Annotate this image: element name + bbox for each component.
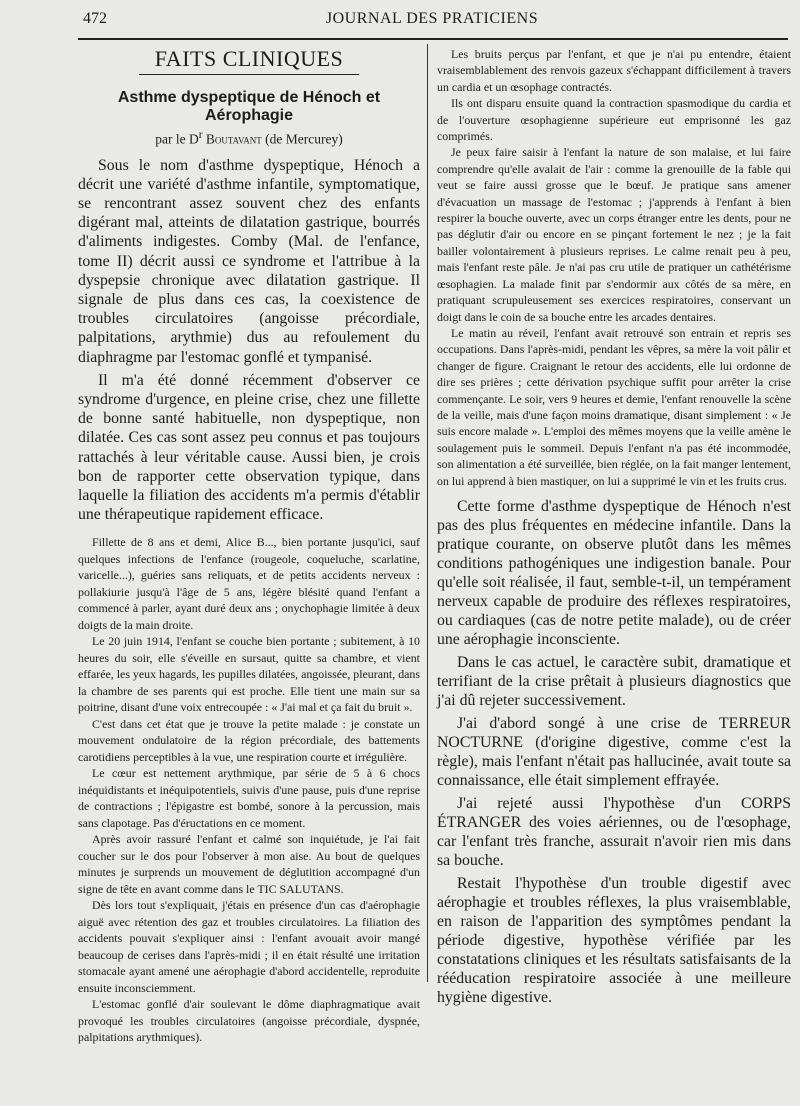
intro-paragraph: Sous le nom d'asthme dyspeptique, Hénoch a décrit une variété d'asthme infantile, symptomatique, se rencontrant assez souvent chez des enfants digérant mal, atteints de dilatation gastrique, bourrés d'aliments indigestes. Comby (Mal. de l'enfance, tome II) décrit aussi ce syndrome et l'attribue à la dyspepsie chronique avec dilatation gastrique. Il signale de plus dans ces cas, la coexistence de troubles circulatoires (angoisse précordiale, palpitations, arythmie) dus au refoulement du diaphragme par l'estomac gonflé et tympanisé. <box>78 156 420 366</box>
page-number: 472 <box>83 10 107 27</box>
observation-paragraph: Le matin au réveil, l'enfant avait retrouvé son entrain et repris ses occupations. Dans l'après-midi, pendant les vêpres, sa mère la voit pâlir et changer de figure. Craignant le retour des accidents, elle lui ordonne de dire ses prières ; cette dérivation psychique suffit pour arrêter la crise commençante. Le soir, vers 9 heures et demie, l'enfant renouvelle la scène de la veille, mais d'une façon moins dramatique, disant simplement : « Je suis encore malade ». L'emploi des mêmes moyens que la veille amène le soulagement puis le sommeil. Depuis l'enfant n'a pas été incommodée, son alimentation a été surveillée, bien réglée, on la fait manger lentement, on lui apprend à bien mastiquer, on lui a supprimé le vin et les fruits crus. <box>437 325 791 488</box>
section-rule <box>139 74 359 75</box>
right-column <box>437 46 791 1007</box>
observation-text <box>78 534 420 1046</box>
discussion-paragraph: Dans le cas actuel, le caractère subit, dramatique et terrifiant de la crise prêtait à plusieurs diagnostics que j'ai dû rejeter successivement. <box>437 653 791 709</box>
discussion-paragraph: Cette forme d'asthme dyspeptique de Hénoch n'est pas des plus fréquentes en médecine infantile. Dans la pratique courante, on observe plutôt dans les mêmes conditions pathogéniques une indigestion banale. Pour qu'elle soit réalisée, il faut, semble-t-il, un tempérament nerveux capable de produire des réflexes respiratoires, ou cardiaques (cas de notre petite malade), ou de créer une aérophagie inconsciente. <box>437 497 791 648</box>
section-heading: FAITS CLINIQUES <box>154 46 344 71</box>
journal-title: JOURNAL DES PRATICIENS <box>325 10 539 27</box>
running-header <box>76 8 788 34</box>
observation-paragraph: Le cœur est nettement arythmique, par série de 5 à 6 chocs inéquidistants et inéquipotentiels, suivis d'une pause, puis d'une reprise de contractions ; l'épigastre est bombé, sonore à la percussion, mais sans clapotage. Pas d'éructations en ce moment. <box>78 766 420 830</box>
discussion-paragraph: J'ai rejeté aussi l'hypothèse d'un CORPS ÉTRANGER des voies aériennes, ou de l'œsophage, car l'enfant très franche, assurait n'avoir rien mis dans sa bouche. <box>437 794 791 869</box>
article-title: Asthme dyspeptique de Hénoch et Aérophagie <box>117 89 381 124</box>
discussion-paragraph: J'ai d'abord songé à une crise de TERREUR NOCTURNE (d'origine digestive, comme c'est la règle), mais l'enfant n'était pas hallucinée, avait toute sa connaissance, elle était simplement effrayée. <box>437 714 791 789</box>
intro-paragraph: Il m'a été donné récemment d'observer ce syndrome d'urgence, en pleine crise, chez une fillette de bonne santé habituelle, non dyspeptique, non dilatée. Ces cas sont assez peu connus et pas toujours rattachés à leur véritable cause. Aussi bien, je crois bon de rapporter cette observation typique, dans laquelle la filiation des accidents m'a permis d'établir une thérapeutique rapidement efficace. <box>78 371 420 524</box>
byline-author: Boutavant <box>205 131 262 147</box>
discussion-paragraph: Restait l'hypothèse d'un trouble digestif avec aérophagie et troubles réflexes, la plus vraisemblable, en raison de l'apparition des symptômes pendant la période digestive, hypothèse vérifiée par les constatations cliniques et les résultats satisfaisants de la rééducation respiratoire associée à une meilleure hygiène digestive. <box>437 874 791 1006</box>
observation-paragraph: L'estomac gonflé d'air soulevant le dôme diaphragmatique avait provoqué les troubles circulatoires (angoisse précordiale, dyspnée, palpitations arythmiques). <box>78 997 420 1045</box>
discussion-text <box>437 497 791 1007</box>
observation-paragraph: Fillette de 8 ans et demi, Alice B..., bien portante jusqu'ici, sauf quelques infections de l'enfance (rougeole, coqueluche, scarlatine, varicelle...), guéries sans reliquats, et de petits accidents nerveux : pollakiurie jusqu'à l'âge de 5 ans, légère blésité quand l'enfant a commencé à parler, ayant duré deux ans ; onychophagie limitée à deux doigts de la main droite. <box>78 535 420 632</box>
article-byline <box>78 129 420 148</box>
observation-paragraph: C'est dans cet état que je trouve la petite malade : je constate un mouvement ondulatoire de la région précordiale, des battements carotidiens perceptibles à la vue, une respiration courte et irrégulière. <box>78 716 420 764</box>
observation-paragraph: Les bruits perçus par l'enfant, et que je n'ai pu entendre, étaient vraisemblablement des renvois gazeux s'échappant difficilement à travers un cardia et un œsophage contractés. <box>437 47 791 94</box>
left-column <box>78 46 420 1046</box>
observation-paragraph: Dès lors tout s'expliquait, j'étais en présence d'un cas d'aérophagie aiguë avec rétention des gaz et troubles circulatoires. La filiation des accidents pouvait s'expliquer ainsi : l'enfant avouait avoir mangé beaucoup de cerises dans l'après-midi ; il en était résulté une irritation stomacale ayant amené une aérophagie d'abord accidentelle, reproduite ensuite inconsciemment. <box>78 898 420 995</box>
observation-paragraph: Le 20 juin 1914, l'enfant se couche bien portante ; subitement, à 10 heures du soir, elle s'éveille en sursaut, quitte sa chambre, et vient effarée, les yeux hagards, les pupilles dilatées, angoissée, pleurant, dans la chambre de ses parents qui est proche. Elle tient une main sur sa poitrine, disant d'une voix entrecoupée : « J'ai mal et ça fait du bruit ». <box>78 634 420 715</box>
column-divider <box>427 44 428 982</box>
observation-paragraph: Ils ont disparu ensuite quand la contraction spasmodique du cardia et de l'ouverture œsophagienne supérieure eut emprisonné les gaz comprimés. <box>437 96 791 144</box>
intro-text <box>78 156 420 525</box>
observation-paragraph: Après avoir rassuré l'enfant et calmé son inquiétude, je l'ai fait coucher sur le dos pour l'observer à mon aise. Au bout de quelques minutes je surprends un mouvement de déglutition accompagné d'un signe de tête en avant comme dans le TIC SALUTANS. <box>78 832 420 896</box>
observation-paragraph: Je peux faire saisir à l'enfant la nature de son malaise, et lui faire comprendre qu'elle avalait de l'air : comme la grenouille de la fable qui veut se faire aussi grosse que le bœuf. Je pratique sans amener d'évacuation un massage de l'estomac ; j'apprends à l'enfant à bien respirer la bouche ouverte, avec un corps étranger entre les dents, pour ne pas déglutir d'air ou encore en se pinçant fortement le nez ; je la fait bailler volontairement à plusieurs reprises. Le calme renait peu à peu, mais l'enfant reste pâle. Je n'ai pas cru utile de pratiquer un cathétérisme œsophagien. La malade finit par s'endormir aux côtés de sa mère, en pratiquant scrupuleusement ses exercices respiratoires, conservant un doigt dans le coin de sa bouche entre les arcades dentaires. <box>437 145 791 324</box>
byline-suffix: (de Mercurey) <box>265 131 343 147</box>
byline-prefix: par le D <box>155 131 199 147</box>
byline-sup: r <box>198 129 203 141</box>
observation-continued <box>437 46 791 489</box>
header-rule <box>78 38 788 40</box>
